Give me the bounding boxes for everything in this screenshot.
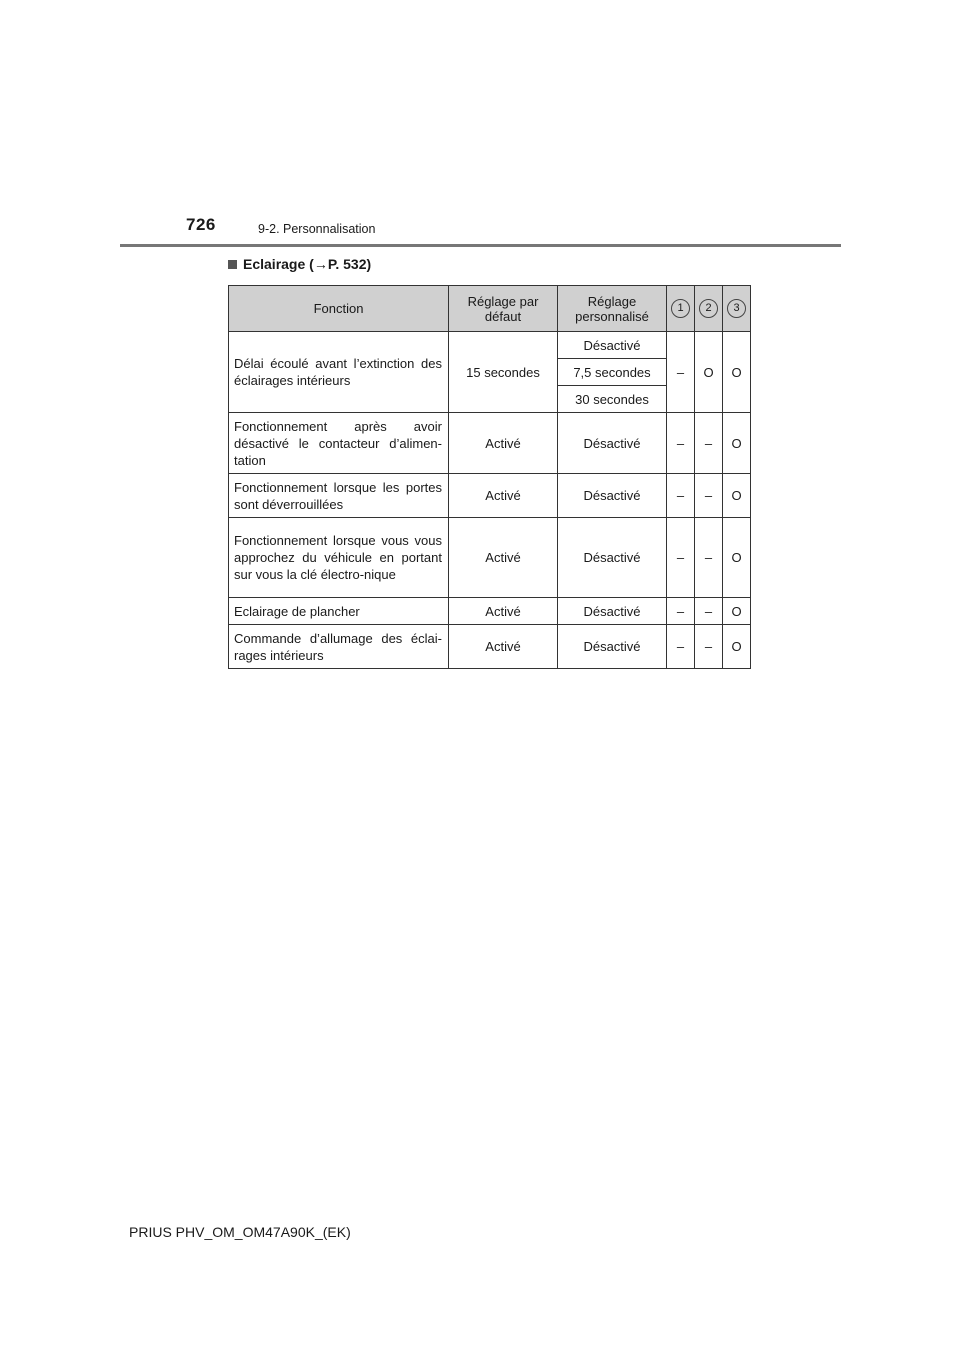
function-cell: Fonctionnement lorsque les portes sont déverrouillées: [229, 474, 449, 518]
circled-number-3: 3: [727, 299, 746, 318]
availability-cell-3: O: [723, 625, 751, 669]
section-heading: [228, 256, 371, 272]
col-header-2: [695, 286, 723, 332]
document-id-footer: PRIUS PHV_OM_OM47A90K_(EK): [129, 1224, 351, 1240]
col-header-function: Fonction: [229, 286, 449, 332]
default-cell: 15 secondes: [449, 332, 558, 413]
availability-cell-3: O: [723, 413, 751, 474]
custom-cell: Désactivé: [558, 413, 667, 474]
availability-cell-2: –: [695, 474, 723, 518]
availability-cell-2: –: [695, 598, 723, 625]
table-row: [229, 518, 751, 598]
col-header-3: [723, 286, 751, 332]
col-header-custom: Réglage personnalisé: [558, 286, 667, 332]
availability-cell-2: O: [695, 332, 723, 413]
circled-number-1: 1: [671, 299, 690, 318]
availability-cell-2: –: [695, 625, 723, 669]
custom-option-cell: 30 secondes: [558, 386, 667, 413]
table-header-row: [229, 286, 751, 332]
availability-cell-1: –: [667, 625, 695, 669]
table-row: [229, 598, 751, 625]
custom-option-cell: 7,5 secondes: [558, 359, 667, 386]
availability-cell-2: –: [695, 413, 723, 474]
function-cell: Eclairage de plancher: [229, 598, 449, 625]
availability-cell-2: –: [695, 518, 723, 598]
availability-cell-3: O: [723, 474, 751, 518]
section-title: 9-2. Personnalisation: [258, 222, 376, 236]
function-cell: Délai écoulé avant l’extinction des éclairages intérieurs: [229, 332, 449, 413]
header-divider: [120, 244, 841, 247]
custom-cell: Désactivé: [558, 598, 667, 625]
custom-cell: Désactivé: [558, 518, 667, 598]
col-header-default: Réglage par défaut: [449, 286, 558, 332]
table-row: [229, 413, 751, 474]
availability-cell-1: –: [667, 474, 695, 518]
default-cell: Activé: [449, 518, 558, 598]
availability-cell-1: –: [667, 598, 695, 625]
table-row: [229, 625, 751, 669]
custom-option-cell: Désactivé: [558, 332, 667, 359]
square-bullet-icon: [228, 260, 237, 269]
col-header-1: [667, 286, 695, 332]
custom-cell: Désactivé: [558, 625, 667, 669]
default-cell: Activé: [449, 474, 558, 518]
table-row: [229, 474, 751, 518]
page-number: 726: [186, 215, 216, 234]
availability-cell-3: O: [723, 518, 751, 598]
availability-cell-3: O: [723, 598, 751, 625]
settings-table: [228, 285, 751, 669]
availability-cell-1: –: [667, 332, 695, 413]
function-cell: Fonctionnement après avoir désactivé le contacteur d’alimen-tation: [229, 413, 449, 474]
availability-cell-3: O: [723, 332, 751, 413]
availability-cell-1: –: [667, 518, 695, 598]
default-cell: Activé: [449, 625, 558, 669]
table-row: [229, 332, 751, 359]
circled-number-2: 2: [699, 299, 718, 318]
section-heading-text: Eclairage (→P. 532): [243, 256, 372, 272]
default-cell: Activé: [449, 413, 558, 474]
function-cell: Commande d’allumage des éclai-rages intérieurs: [229, 625, 449, 669]
custom-cell: Désactivé: [558, 474, 667, 518]
function-cell: Fonctionnement lorsque vous vous approchez du véhicule en portant sur vous la clé électro-nique: [229, 518, 449, 598]
availability-cell-1: –: [667, 413, 695, 474]
default-cell: Activé: [449, 598, 558, 625]
